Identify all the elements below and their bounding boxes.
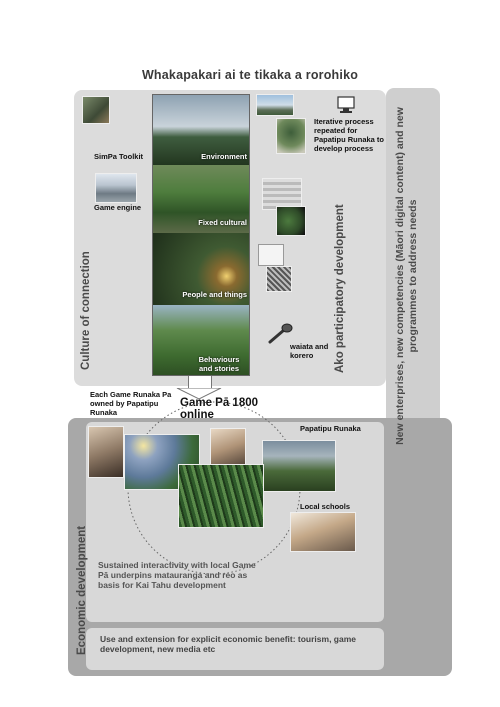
game-pa-online-label: Game Pā 1800 online (180, 397, 259, 421)
game-layers-strip (152, 94, 250, 376)
fixed-cultural-label: Fixed cultural (198, 218, 247, 227)
economic-benefit-text: Use and extension for explicit economic benefit: tourism, game development, new media etc (100, 634, 357, 654)
ako-label: Ako participatory development (334, 204, 346, 373)
tree-thumbnail (276, 118, 306, 154)
people-photo (88, 426, 124, 478)
papatipu-runaka-label: Papatipu Runaka (300, 424, 361, 433)
diagram-title: Whakapakari ai te tikaka a rorohiko (141, 68, 359, 82)
behaviours-stories-layer (153, 305, 250, 376)
people-things-label: People and things (182, 290, 247, 299)
iterative-process-label: Iterative process repeated for Papatipu Runaka to develop process (314, 117, 385, 153)
waiata-korero-label: waiata and korero (290, 342, 329, 360)
sustained-interactivity-text: Sustained interactivity with local Game Pā underpins matauranga and reo as basis for Kai Tahu development (98, 560, 256, 590)
game-engine-label: Game engine (94, 203, 142, 212)
landscape-thumbnail (256, 94, 294, 116)
culture-label: Culture of connection (80, 251, 92, 370)
economic-label: Economic development (76, 525, 88, 655)
mountain-render-image (95, 173, 137, 203)
local-schools-label: Local schools (300, 502, 351, 511)
plant-thumbnail (276, 206, 306, 236)
environment-layer (153, 95, 250, 165)
people-things-layer (153, 233, 250, 305)
schools-photo (290, 512, 356, 552)
kids-photo (210, 428, 246, 468)
behaviours-stories-label: Behaviours and stories (198, 355, 240, 373)
each-game-label: Each Game Runaka Pa owned by Papatipu Runaka (90, 390, 172, 417)
environment-label: Environment (201, 152, 247, 161)
village-render (262, 440, 336, 492)
flax-plants-render (178, 464, 264, 528)
pattern-thumbnail (266, 266, 292, 292)
text-sheet-image (258, 244, 284, 266)
simpa-toolkit-label: SimPa Toolkit (94, 152, 144, 161)
microphone-icon (266, 322, 294, 344)
new-enterprises-label: New enterprises, new competencies (Māori digital content) and new programmes to address needs (394, 107, 419, 445)
fixed-cultural-layer (153, 165, 250, 233)
computer-icon (336, 96, 358, 116)
person-photo (82, 96, 110, 124)
